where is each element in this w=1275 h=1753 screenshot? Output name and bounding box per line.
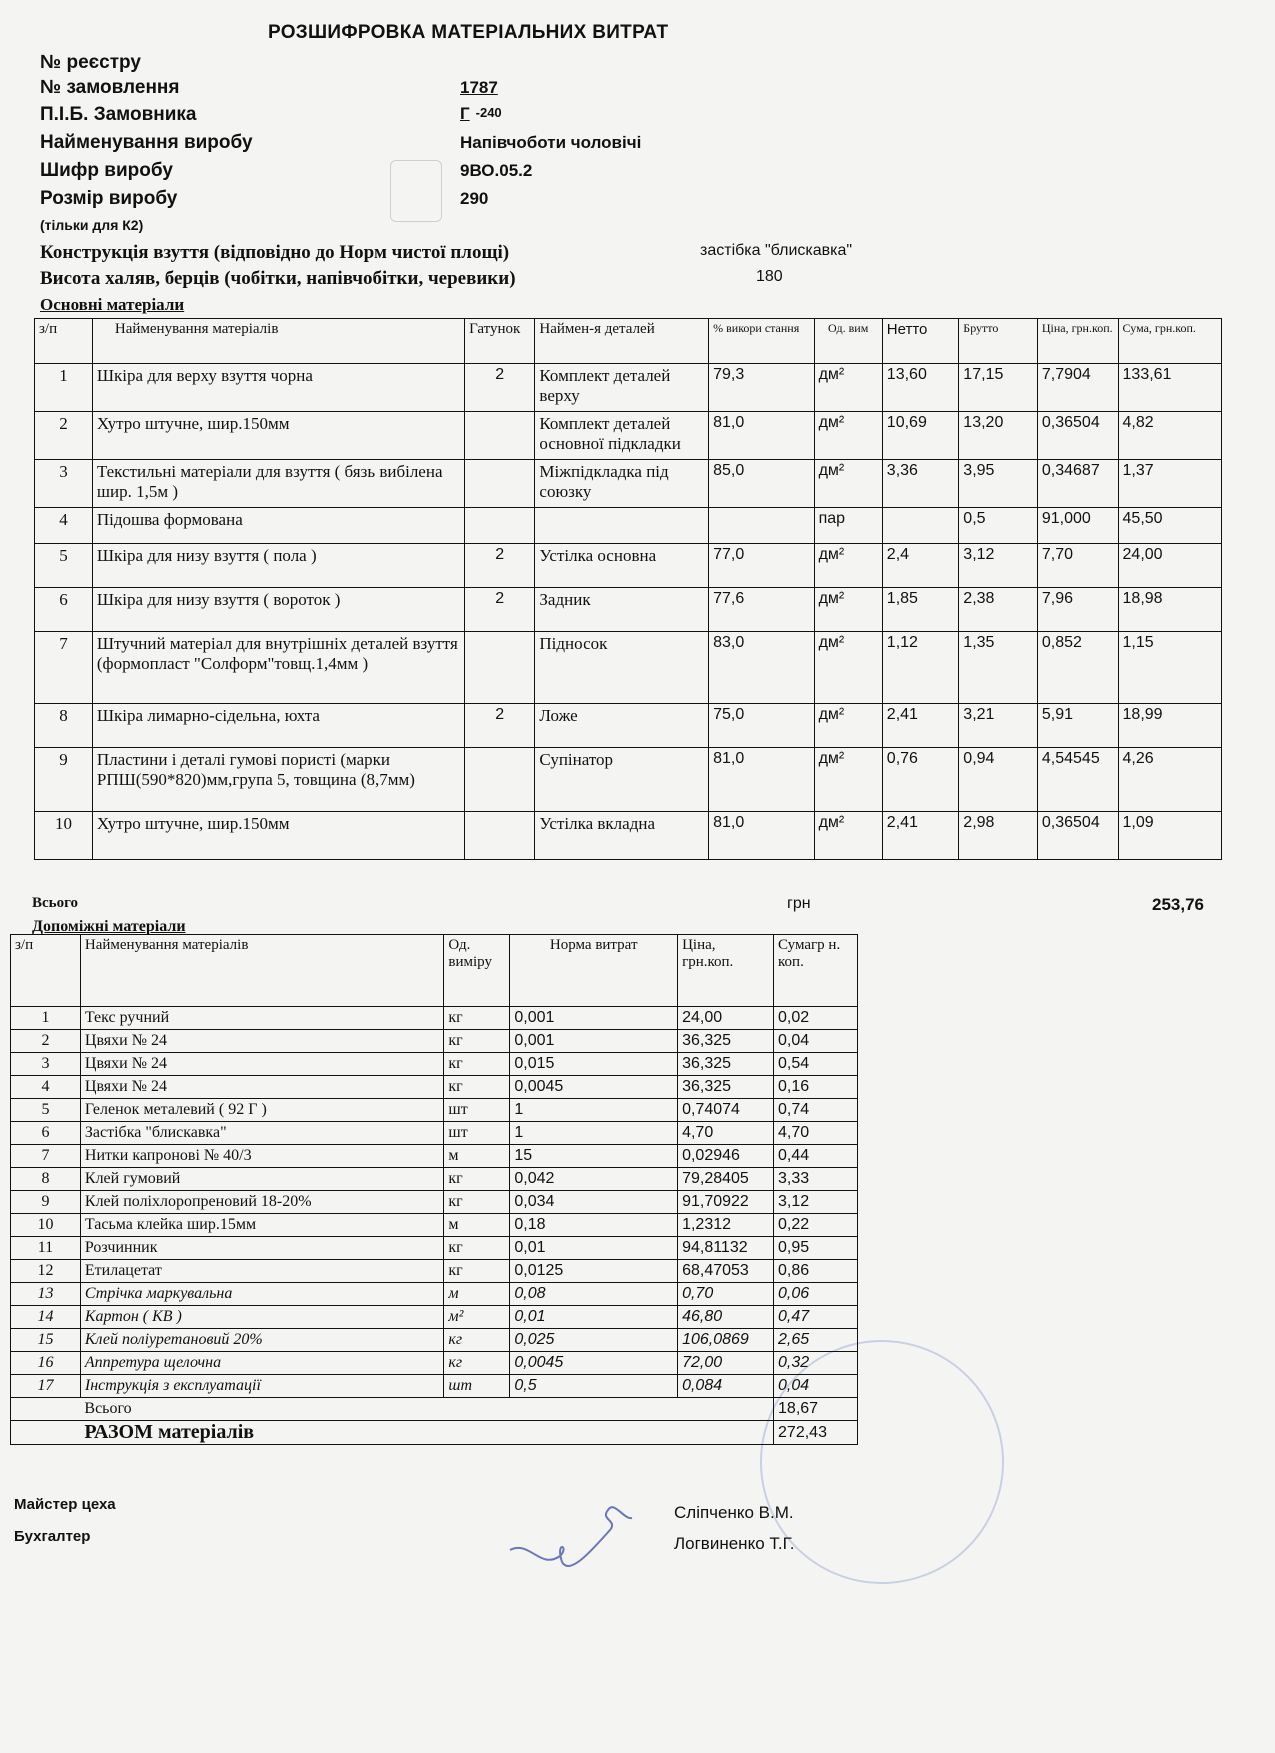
col-header-pct: % викори стання [709, 319, 814, 364]
col-header-unit: Од. вим [814, 319, 882, 364]
main-table-body [35, 364, 1222, 860]
aux-cell-price: 91,70922 [678, 1191, 774, 1214]
main-table-row [35, 748, 1222, 812]
main-materials-table [34, 318, 1222, 860]
aux-cell-unit: кг [444, 1053, 510, 1076]
aux-cell-unit: м [444, 1145, 510, 1168]
main-cell-n: 6 [35, 588, 93, 632]
aux-col-header-unit: Од. виміру [444, 935, 510, 1007]
main-cell-price: 91,000 [1037, 508, 1118, 544]
main-cell-name: Підошва формована [92, 508, 464, 544]
main-cell-gross: 17,15 [959, 364, 1038, 412]
aux-cell-sum: 0,02 [774, 1007, 858, 1030]
main-cell-unit: дм² [814, 544, 882, 588]
col-header-price: Ціна, грн.коп. [1037, 319, 1118, 364]
main-table-row [35, 704, 1222, 748]
aux-cell-n: 10 [11, 1214, 81, 1237]
aux-table-row [11, 1260, 858, 1283]
aux-table-row [11, 1283, 858, 1306]
header-label-product-code: Шифр виробу [40, 160, 173, 181]
aux-cell-price: 36,325 [678, 1053, 774, 1076]
aux-table-header-row [11, 935, 858, 1007]
main-cell-n: 5 [35, 544, 93, 588]
main-cell-sum: 4,26 [1118, 748, 1221, 812]
aux-cell-n: 14 [11, 1306, 81, 1329]
main-cell-net: 0,76 [882, 748, 959, 812]
aux-cell-price: 106,0869 [678, 1329, 774, 1352]
background-crest-watermark [390, 160, 442, 222]
main-cell-name: Хутро штучне, шир.150мм [92, 412, 464, 460]
aux-table-row [11, 1329, 858, 1352]
aux-col-header-norm: Норма витрат [510, 935, 678, 1007]
header-value-customer [460, 104, 502, 124]
main-cell-grade [465, 748, 535, 812]
aux-cell-price: 79,28405 [678, 1168, 774, 1191]
aux-cell-price: 4,70 [678, 1122, 774, 1145]
aux-total-value: 18,67 [774, 1398, 858, 1421]
aux-cell-norm: 1 [510, 1099, 678, 1122]
signature-name-master: Сліпченко В.М. [674, 1503, 794, 1522]
aux-cell-name: Нитки капронові № 40/3 [80, 1145, 443, 1168]
aux-cell-n: 17 [11, 1375, 81, 1398]
aux-cell-unit: кг [444, 1237, 510, 1260]
aux-cell-sum: 4,70 [774, 1122, 858, 1145]
aux-cell-unit: кг [444, 1168, 510, 1191]
aux-cell-sum: 0,22 [774, 1214, 858, 1237]
aux-table-row [11, 1306, 858, 1329]
aux-col-header-name: Найменування матеріалів [80, 935, 443, 1007]
aux-cell-name: Розчинник [80, 1237, 443, 1260]
aux-cell-n: 11 [11, 1237, 81, 1260]
main-cell-net: 1,12 [882, 632, 959, 704]
col-header-gross: Брутто [959, 319, 1038, 364]
main-cell-pct: 81,0 [709, 412, 814, 460]
main-total-label: Всього [32, 895, 79, 911]
aux-cell-price: 0,084 [678, 1375, 774, 1398]
main-cell-gross: 2,98 [959, 812, 1038, 860]
main-cell-n: 8 [35, 704, 93, 748]
main-cell-price: 7,70 [1037, 544, 1118, 588]
signature-role-accountant: Бухгалтер [14, 1528, 91, 1545]
grand-total-label: РАЗОМ матеріалів [80, 1421, 773, 1445]
main-cell-price: 0,34687 [1037, 460, 1118, 508]
main-cell-price: 0,36504 [1037, 412, 1118, 460]
height-value: 180 [756, 268, 783, 285]
main-cell-grade [465, 412, 535, 460]
aux-cell-unit: м [444, 1214, 510, 1237]
header-value-order: 1787 [460, 78, 498, 97]
aux-cell-name: Клей гумовий [80, 1168, 443, 1191]
aux-cell-name: Застібка "блискавка" [80, 1122, 443, 1145]
main-cell-grade: 2 [465, 364, 535, 412]
aux-cell-n: 2 [11, 1030, 81, 1053]
main-total-unit: грн [787, 895, 811, 912]
main-cell-sum: 45,50 [1118, 508, 1221, 544]
col-header-grade: Гатунок [465, 319, 535, 364]
aux-cell-n: 9 [11, 1191, 81, 1214]
main-cell-pct: 77,6 [709, 588, 814, 632]
aux-cell-name: Тасьма клейка шир.15мм [80, 1214, 443, 1237]
aux-table-row [11, 1030, 858, 1053]
main-cell-unit: дм² [814, 364, 882, 412]
main-cell-name: Шкіра для верху взуття чорна [92, 364, 464, 412]
main-cell-name: Шкіра для низу взуття ( вороток ) [92, 588, 464, 632]
document-title: РОЗШИФРОВКА МАТЕРІАЛЬНИХ ВИТРАТ [268, 22, 669, 43]
header-label-customer: П.І.Б. Замовника [40, 104, 197, 125]
aux-cell-sum: 0,44 [774, 1145, 858, 1168]
aux-cell-name: Стрічка маркувальна [80, 1283, 443, 1306]
aux-cell-sum: 0,04 [774, 1030, 858, 1053]
main-cell-price: 7,7904 [1037, 364, 1118, 412]
main-cell-gross: 0,5 [959, 508, 1038, 544]
header-value-product-name: Напівчоботи чоловічі [460, 133, 642, 152]
construction-value: застібка "блискавка" [700, 242, 853, 259]
main-table-row [35, 508, 1222, 544]
main-cell-pct: 75,0 [709, 704, 814, 748]
aux-col-header-n: з/п [11, 935, 81, 1007]
main-cell-name: Пластини і деталі гумові пористі (марки РПШ(590*820)мм,група 5, товщина (8,7мм) [92, 748, 464, 812]
main-total-value: 253,76 [1152, 895, 1204, 914]
aux-cell-name: Цвяхи № 24 [80, 1053, 443, 1076]
main-cell-gross: 3,95 [959, 460, 1038, 508]
aux-cell-n: 15 [11, 1329, 81, 1352]
main-cell-pct: 81,0 [709, 812, 814, 860]
main-cell-net [882, 508, 959, 544]
aux-cell-name: Геленок металевий ( 92 Г ) [80, 1099, 443, 1122]
main-cell-gross: 2,38 [959, 588, 1038, 632]
main-cell-gross: 1,35 [959, 632, 1038, 704]
aux-cell-unit: шт [444, 1122, 510, 1145]
main-cell-pct: 85,0 [709, 460, 814, 508]
main-cell-part: Підносок [535, 632, 709, 704]
header-value-product-code: 9ВО.05.2 [460, 161, 533, 180]
aux-cell-unit: шт [444, 1375, 510, 1398]
aux-cell-sum: 0,95 [774, 1237, 858, 1260]
aux-cell-norm: 0,0125 [510, 1260, 678, 1283]
main-cell-net: 10,69 [882, 412, 959, 460]
aux-cell-price: 0,74074 [678, 1099, 774, 1122]
aux-cell-price: 46,80 [678, 1306, 774, 1329]
aux-table-row [11, 1007, 858, 1030]
main-cell-part: Супінатор [535, 748, 709, 812]
main-cell-price: 4,54545 [1037, 748, 1118, 812]
header-value-product-size: 290 [460, 189, 489, 208]
main-table-row [35, 412, 1222, 460]
aux-cell-n: 8 [11, 1168, 81, 1191]
aux-cell-sum: 0,86 [774, 1260, 858, 1283]
aux-table-row [11, 1191, 858, 1214]
aux-cell-name: Аппретура щелочна [80, 1352, 443, 1375]
main-cell-gross: 3,12 [959, 544, 1038, 588]
main-table-row [35, 588, 1222, 632]
aux-cell-sum: 0,16 [774, 1076, 858, 1099]
main-cell-net: 2,41 [882, 704, 959, 748]
main-section-title: Основні матеріали [40, 295, 185, 314]
main-cell-pct: 83,0 [709, 632, 814, 704]
main-cell-sum: 18,98 [1118, 588, 1221, 632]
main-cell-part: Устілка вкладна [535, 812, 709, 860]
aux-cell-price: 24,00 [678, 1007, 774, 1030]
main-cell-price: 5,91 [1037, 704, 1118, 748]
main-cell-unit: пар [814, 508, 882, 544]
aux-cell-norm: 0,042 [510, 1168, 678, 1191]
signature-name-accountant: Логвиненко Т.Г. [674, 1534, 795, 1553]
aux-cell-n: 12 [11, 1260, 81, 1283]
aux-cell-name: Етилацетат [80, 1260, 443, 1283]
main-cell-net: 1,85 [882, 588, 959, 632]
aux-table-row [11, 1122, 858, 1145]
aux-cell-norm: 15 [510, 1145, 678, 1168]
aux-col-header-price: Ціна, грн.коп. [678, 935, 774, 1007]
aux-cell-unit: шт [444, 1099, 510, 1122]
main-cell-part: Устілка основна [535, 544, 709, 588]
grand-total-row [11, 1421, 858, 1445]
main-cell-price: 0,36504 [1037, 812, 1118, 860]
col-header-n: з/п [35, 319, 93, 364]
aux-table-row [11, 1145, 858, 1168]
aux-cell-n: 13 [11, 1283, 81, 1306]
main-cell-part: Ложе [535, 704, 709, 748]
main-cell-name: Штучний матеріал для внутрішніх деталей взуття (формопласт "Солформ"товщ.1,4мм ) [92, 632, 464, 704]
aux-cell-n: 5 [11, 1099, 81, 1122]
main-cell-pct: 81,0 [709, 748, 814, 812]
aux-cell-unit: кг [444, 1191, 510, 1214]
main-cell-sum: 24,00 [1118, 544, 1221, 588]
aux-cell-name: Картон ( КВ ) [80, 1306, 443, 1329]
aux-cell-price: 72,00 [678, 1352, 774, 1375]
main-cell-n: 1 [35, 364, 93, 412]
aux-cell-price: 1,2312 [678, 1214, 774, 1237]
main-cell-grade: 2 [465, 704, 535, 748]
aux-cell-name: Цвяхи № 24 [80, 1076, 443, 1099]
aux-cell-sum: 0,06 [774, 1283, 858, 1306]
aux-cell-norm: 0,01 [510, 1306, 678, 1329]
main-cell-unit: дм² [814, 812, 882, 860]
aux-table-row [11, 1237, 858, 1260]
header-label-order: № замовлення [40, 77, 180, 98]
main-cell-unit: дм² [814, 460, 882, 508]
header-label-product-name: Найменування виробу [40, 132, 253, 153]
construction-label: Конструкція взуття (відповідно до Норм чистої площі) [40, 242, 510, 263]
main-cell-net: 2,41 [882, 812, 959, 860]
aux-col-header-sum: Сумагр н. коп. [774, 935, 858, 1007]
aux-cell-norm: 0,5 [510, 1375, 678, 1398]
aux-table-body [11, 1007, 858, 1398]
aux-cell-name: Клей поліхлоропреновий 18-20% [80, 1191, 443, 1214]
main-cell-unit: дм² [814, 412, 882, 460]
customer-initial: Г [460, 104, 470, 123]
main-cell-pct [709, 508, 814, 544]
main-cell-grade [465, 460, 535, 508]
main-cell-price: 0,852 [1037, 632, 1118, 704]
aux-cell-price: 0,02946 [678, 1145, 774, 1168]
aux-table-row [11, 1099, 858, 1122]
aux-cell-price: 94,81132 [678, 1237, 774, 1260]
main-cell-name: Шкіра для низу взуття ( пола ) [92, 544, 464, 588]
main-cell-n: 2 [35, 412, 93, 460]
main-cell-grade: 2 [465, 544, 535, 588]
main-cell-grade [465, 508, 535, 544]
aux-cell-n: 7 [11, 1145, 81, 1168]
main-cell-sum: 1,09 [1118, 812, 1221, 860]
aux-table-row [11, 1352, 858, 1375]
main-cell-gross: 13,20 [959, 412, 1038, 460]
main-cell-part: Комплект деталей верху [535, 364, 709, 412]
aux-cell-norm: 1 [510, 1122, 678, 1145]
aux-cell-price: 36,325 [678, 1030, 774, 1053]
main-table-row [35, 812, 1222, 860]
main-cell-part: Задник [535, 588, 709, 632]
aux-cell-sum: 0,04 [774, 1375, 858, 1398]
col-header-part: Наймен-я деталей [535, 319, 709, 364]
aux-cell-norm: 0,015 [510, 1053, 678, 1076]
aux-cell-norm: 0,0045 [510, 1076, 678, 1099]
k2-note: (тільки для К2) [40, 217, 144, 233]
aux-cell-norm: 0,01 [510, 1237, 678, 1260]
aux-cell-n: 3 [11, 1053, 81, 1076]
main-cell-sum: 133,61 [1118, 364, 1221, 412]
aux-total-row [11, 1398, 858, 1421]
main-cell-sum: 4,82 [1118, 412, 1221, 460]
main-cell-sum: 18,99 [1118, 704, 1221, 748]
aux-cell-unit: кг [444, 1076, 510, 1099]
aux-table-row [11, 1053, 858, 1076]
main-cell-name: Хутро штучне, шир.150мм [92, 812, 464, 860]
aux-cell-name: Текс ручний [80, 1007, 443, 1030]
aux-cell-norm: 0,0045 [510, 1352, 678, 1375]
main-table-row [35, 632, 1222, 704]
main-cell-unit: дм² [814, 632, 882, 704]
aux-cell-unit: м² [444, 1306, 510, 1329]
main-cell-name: Текстильні матеріали для взуття ( бязь вибілена шир. 1,5м ) [92, 460, 464, 508]
col-header-net: Нетто [882, 319, 959, 364]
main-cell-n: 10 [35, 812, 93, 860]
aux-section-title: Допоміжні матеріали [32, 918, 186, 935]
col-header-sum: Сума, грн.коп. [1118, 319, 1221, 364]
aux-cell-unit: кг [444, 1007, 510, 1030]
aux-cell-sum: 2,65 [774, 1329, 858, 1352]
height-label: Висота халяв, берців (чобітки, напівчобітки, черевики) [40, 268, 516, 289]
aux-cell-sum: 0,47 [774, 1306, 858, 1329]
main-cell-sum: 1,37 [1118, 460, 1221, 508]
aux-cell-n: 4 [11, 1076, 81, 1099]
customer-extra: -240 [475, 105, 502, 120]
aux-cell-unit: кг [444, 1260, 510, 1283]
main-table-row [35, 460, 1222, 508]
aux-cell-n: 1 [11, 1007, 81, 1030]
header-label-product-size: Розмір виробу [40, 188, 178, 209]
aux-cell-norm: 0,025 [510, 1329, 678, 1352]
aux-cell-n: 6 [11, 1122, 81, 1145]
aux-cell-price: 68,47053 [678, 1260, 774, 1283]
header-label-registry: № реєстру [40, 52, 141, 73]
aux-cell-price: 36,325 [678, 1076, 774, 1099]
aux-cell-unit: кг [444, 1352, 510, 1375]
aux-cell-norm: 0,034 [510, 1191, 678, 1214]
signature-role-master: Майстер цеха [14, 1496, 116, 1513]
aux-cell-sum: 3,33 [774, 1168, 858, 1191]
aux-total-label: Всього [80, 1398, 773, 1421]
main-cell-n: 7 [35, 632, 93, 704]
aux-table-row [11, 1214, 858, 1237]
aux-cell-norm: 0,001 [510, 1007, 678, 1030]
main-cell-pct: 77,0 [709, 544, 814, 588]
aux-cell-sum: 0,54 [774, 1053, 858, 1076]
main-cell-n: 9 [35, 748, 93, 812]
aux-cell-n: 16 [11, 1352, 81, 1375]
aux-cell-unit: кг [444, 1329, 510, 1352]
aux-cell-norm: 0,001 [510, 1030, 678, 1053]
main-cell-net: 13,60 [882, 364, 959, 412]
main-cell-grade: 2 [465, 588, 535, 632]
main-cell-sum: 1,15 [1118, 632, 1221, 704]
main-cell-part: Міжпідкладка під союзку [535, 460, 709, 508]
main-cell-net: 3,36 [882, 460, 959, 508]
main-cell-unit: дм² [814, 588, 882, 632]
handwritten-signature [500, 1490, 670, 1580]
main-table-row [35, 544, 1222, 588]
main-cell-grade [465, 812, 535, 860]
main-cell-gross: 3,21 [959, 704, 1038, 748]
main-cell-price: 7,96 [1037, 588, 1118, 632]
aux-cell-norm: 0,18 [510, 1214, 678, 1237]
main-cell-pct: 79,3 [709, 364, 814, 412]
aux-cell-name: Цвяхи № 24 [80, 1030, 443, 1053]
aux-materials-table [10, 934, 858, 1445]
aux-cell-price: 0,70 [678, 1283, 774, 1306]
aux-table-row [11, 1076, 858, 1099]
main-cell-n: 3 [35, 460, 93, 508]
aux-cell-sum: 3,12 [774, 1191, 858, 1214]
aux-table-row [11, 1168, 858, 1191]
main-cell-name: Шкіра лимарно-сідельна, юхта [92, 704, 464, 748]
aux-cell-sum: 0,74 [774, 1099, 858, 1122]
grand-total-value: 272,43 [774, 1421, 858, 1445]
aux-cell-name: Клей поліуретановий 20% [80, 1329, 443, 1352]
main-table-row [35, 364, 1222, 412]
col-header-name: Найменування матеріалів [92, 319, 464, 364]
main-cell-unit: дм² [814, 704, 882, 748]
aux-cell-unit: кг [444, 1030, 510, 1053]
aux-cell-unit: м [444, 1283, 510, 1306]
main-cell-net: 2,4 [882, 544, 959, 588]
main-cell-grade [465, 632, 535, 704]
main-cell-gross: 0,94 [959, 748, 1038, 812]
main-table-header-row [35, 319, 1222, 364]
aux-cell-norm: 0,08 [510, 1283, 678, 1306]
aux-table-row [11, 1375, 858, 1398]
main-cell-unit: дм² [814, 748, 882, 812]
main-cell-part [535, 508, 709, 544]
aux-cell-name: Інструкція з експлуатації [80, 1375, 443, 1398]
main-cell-part: Комплект деталей основної підкладки [535, 412, 709, 460]
aux-cell-sum: 0,32 [774, 1352, 858, 1375]
main-cell-n: 4 [35, 508, 93, 544]
